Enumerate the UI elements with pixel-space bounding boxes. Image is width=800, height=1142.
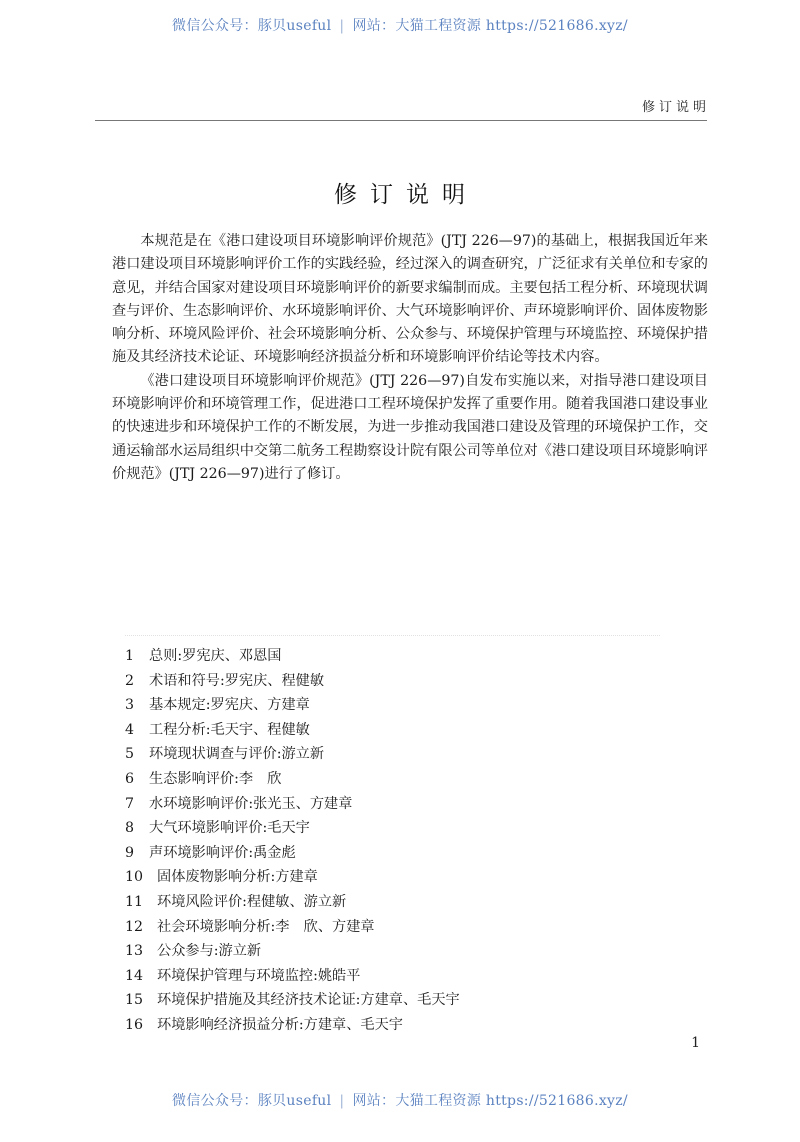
list-item	[125, 644, 685, 669]
watermark-site: 网站：大猫工程资源 https://521686.xyz/	[352, 1093, 628, 1109]
paragraph-revision: 《港口建设项目环境影响评价规范》(JTJ 226—97)自发布实施以来，对指导港口建设项目环境影响评价和环境管理工作，促进港口工程环境保护发挥了重要作用。随着我国港口建设事业的快速进步和环境保护工作的不断发展，为进一步推动我国港口建设及管理的环境保护工作，交通运输部水运局组织中交第二航务工程勘察设计院有限公司等单位对《港口建设项目环境影响评价规范》(JTJ 226—97)进行了修订。	[112, 372, 708, 482]
chapter-number: 12	[125, 918, 144, 935]
chapter-authors: 固体废物影响分析:方建章	[157, 869, 318, 886]
chapter-number: 8	[125, 820, 135, 837]
list-item	[125, 718, 685, 743]
page-title: 修订说明	[334, 182, 478, 208]
chapter-authors: 环境保护管理与环境监控:姚皓平	[157, 967, 361, 984]
chapter-authors: 社会环境影响分析:李 欣、方建章	[157, 918, 375, 935]
chapter-number: 14	[125, 967, 144, 984]
watermark-site: 网站：大猫工程资源 https://521686.xyz/	[352, 18, 628, 34]
list-item	[125, 669, 685, 694]
watermark-wechat: 微信公众号：豚贝useful	[172, 18, 332, 34]
list-item	[125, 964, 685, 989]
watermark-bottom	[0, 1090, 800, 1110]
chapter-number: 6	[125, 770, 135, 787]
list-item	[125, 767, 685, 792]
chapter-number: 15	[125, 992, 144, 1009]
chapter-number: 4	[125, 721, 135, 738]
chapter-number: 13	[125, 943, 144, 960]
chapter-authors: 大气环境影响评价:毛天宇	[149, 820, 310, 837]
page-number: 1	[691, 1035, 700, 1051]
chapter-number: 7	[125, 795, 135, 812]
watermark-separator: |	[339, 1093, 345, 1109]
list-item	[125, 1013, 685, 1038]
chapter-authors: 公众参与:游立新	[157, 943, 262, 960]
list-item	[125, 988, 685, 1013]
chapter-authors: 工程分析:毛天宇、程健敏	[149, 721, 310, 738]
list-item	[125, 742, 685, 767]
chapter-number: 5	[125, 746, 135, 763]
chapter-authors: 环境影响经济损益分析:方建章、毛天宇	[157, 1016, 403, 1033]
running-head: 修订说明	[641, 100, 710, 115]
list-item	[125, 865, 685, 890]
watermark-wechat: 微信公众号：豚贝useful	[172, 1093, 332, 1109]
chapter-authors: 水环境影响评价:张光玉、方建章	[149, 795, 353, 812]
chapter-number: 3	[125, 697, 135, 714]
chapter-authors: 环境现状调查与评价:游立新	[149, 746, 325, 763]
chapter-authors: 环境风险评价:程健敏、游立新	[157, 893, 347, 910]
chapter-authors: 总则:罗宪庆、邓恩国	[149, 648, 282, 664]
list-item	[125, 693, 685, 718]
chapter-number: 2	[125, 672, 135, 689]
chapter-authors: 基本规定:罗宪庆、方建章	[149, 697, 310, 714]
list-item	[125, 915, 685, 940]
chapter-author-list	[125, 644, 685, 1038]
list-item	[125, 841, 685, 866]
list-item	[125, 939, 685, 964]
chapter-number: 9	[125, 844, 135, 861]
chapter-authors: 声环境影响评价:禹金彪	[149, 844, 296, 861]
chapter-authors: 生态影响评价:李 欣	[149, 770, 282, 787]
list-item	[125, 816, 685, 841]
faint-divider	[125, 635, 660, 636]
chapter-authors: 术语和符号:罗宪庆、程健敏	[149, 672, 325, 689]
watermark-top	[0, 15, 800, 35]
chapter-number: 10	[125, 869, 144, 886]
chapter-authors: 环境保护措施及其经济技术论证:方建章、毛天宇	[157, 992, 460, 1009]
body-text	[112, 230, 708, 486]
chapter-number: 11	[125, 893, 144, 910]
list-item	[125, 890, 685, 915]
list-item	[125, 792, 685, 817]
chapter-number: 16	[125, 1016, 144, 1033]
watermark-separator: |	[339, 18, 345, 34]
chapter-number: 1	[125, 648, 135, 664]
paragraph-intro: 本规范是在《港口建设项目环境影响评价规范》(JTJ 226—97)的基础上，根据我国近年来港口建设项目环境影响评价工作的实践经验，经过深入的调查研究，广泛征求有关单位和专家的意见，并结合国家对建设项目环境影响评价的新要求编制而成。主要包括工程分析、环境现状调查与评价、生态影响评价、水环境影响评价、大气环境影响评价、声环境影响评价、固体废物影响分析、环境风险评价、社会环境影响分析、公众参与、环境保护管理与环境监控、环境保护措施及其经济技术论证、环境影响经济损益分析和环境影响评价结论等技术内容。	[112, 233, 708, 366]
header-rule	[95, 120, 707, 121]
